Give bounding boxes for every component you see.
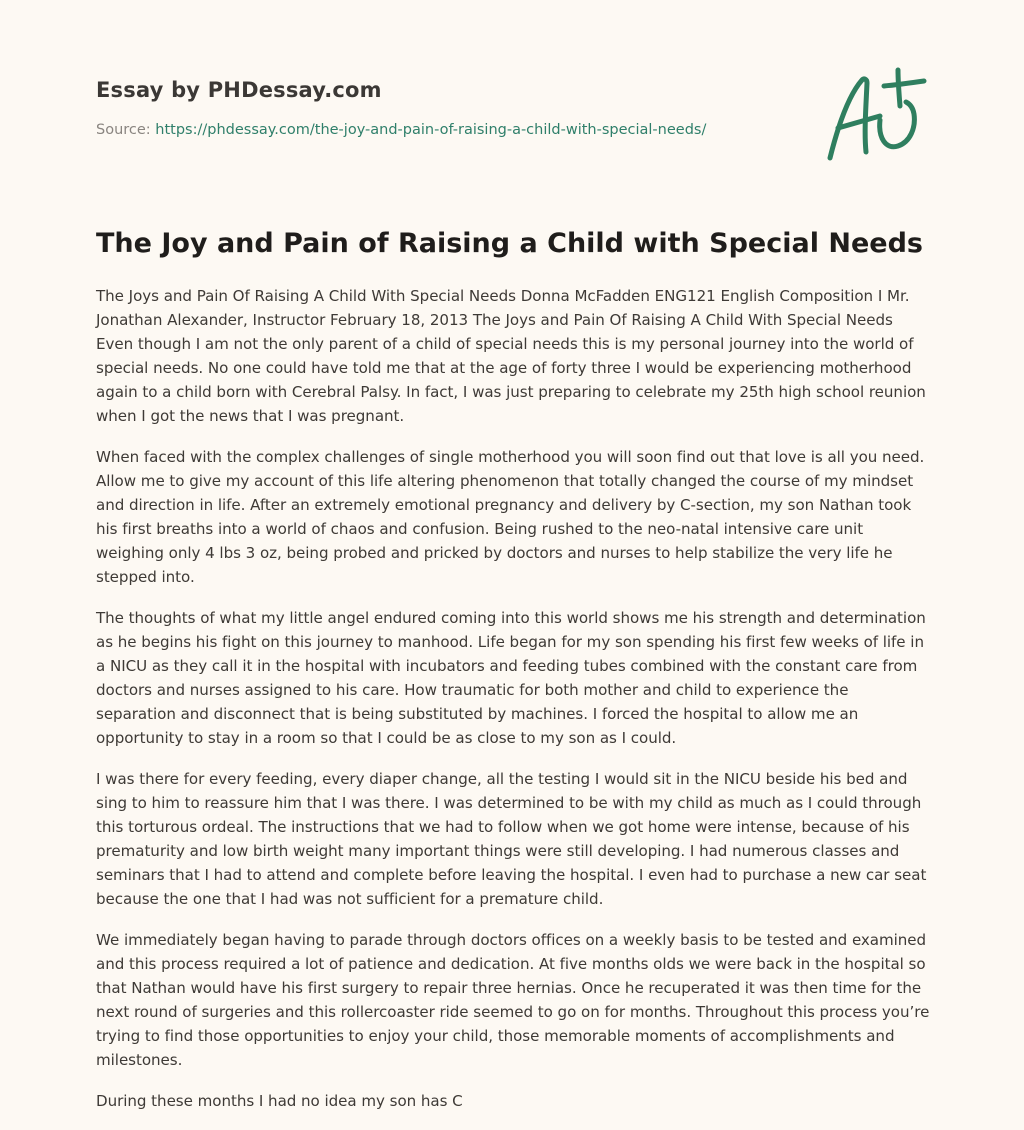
essay-paragraph: I was there for every feeding, every diaper change, all the testing I would sit in the NICU beside his bed and sing to him to reassure him that I was there. I was determined to be with my child as much as I could through this torturous ordeal. The instructions that we had to follow when we got home were intense, because of his prematurity and low birth weight many important things were still developing. I had numerous classes and seminars that I had to attend and complete before leaving the hospital. I even had to purchase a new car seat because the one that I had was not sufficient for a premature child. <box>96 770 927 908</box>
essay-title: The Joy and Pain of Raising a Child with Special Needs <box>96 228 923 259</box>
source-link[interactable]: https://phdessay.com/the-joy-and-pain-of-raising-a-child-with-special-needs/ <box>155 122 707 138</box>
essay-paragraph: The Joys and Pain Of Raising A Child With Special Needs Donna McFadden ENG121 English Composition I Mr. Jonathan Alexander, Instructor February 18, 2013 The Joys and Pain Of Raising A Child With Special Needs Even though I am not the only parent of a child of special needs this is my personal journey into the world of special needs. No one could have told me that at the age of forty three I would be experiencing motherhood again to a child born with Cerebral Palsy. In fact, I was just preparing to celebrate my 25th high school reunion when I got the news that I was pregnant. <box>96 287 926 425</box>
brand-title: Essay by PHDessay.com <box>96 78 382 102</box>
a-plus-logo-icon <box>820 66 930 166</box>
source-label: Source: <box>96 122 156 138</box>
essay-paragraph: The thoughts of what my little angel endured coming into this world shows me his strength and determination as he begins his fight on this journey to manhood. Life began for my son spending his first few weeks of life in a NICU as they call it in the hospital with incubators and feeding tubes combined with the constant care from doctors and nurses assigned to his care. How traumatic for both mother and child to experience the separation and disconnect that is being substituted by machines. I forced the hospital to allow me an opportunity to stay in a room so that I could be as close to my son as I could. <box>96 609 926 747</box>
essay-paragraph: We immediately began having to parade through doctors offices on a weekly basis to be tested and examined and this process required a lot of patience and dedication. At five months olds we were back in the hospital so that Nathan would have his first surgery to repair three hernias. Once he recuperated it was then time for the next round of surgeries and this rollercoaster ride seemed to go on for months. Throughout this process you’re trying to find those opportunities to enjoy your child, those memorable moments of accomplishments and milestones. <box>96 931 930 1069</box>
essay-body <box>96 284 932 1130</box>
essay-paragraph: During these months I had no idea my son has C <box>96 1092 463 1110</box>
document-header <box>96 76 796 140</box>
essay-paragraph: When faced with the complex challenges of single motherhood you will soon find out that love is all you need. Allow me to give my account of this life altering phenomenon that totally changed the course of my mindset and direction in life. After an extremely emotional pregnancy and delivery by C-section, my son Nathan took his first breaths into a world of chaos and confusion. Being rushed to the neo-natal intensive care unit weighing only 4 lbs 3 oz, being probed and pricked by doctors and nurses to help stabilize the very life he stepped into. <box>96 448 925 586</box>
source-line <box>96 120 796 140</box>
